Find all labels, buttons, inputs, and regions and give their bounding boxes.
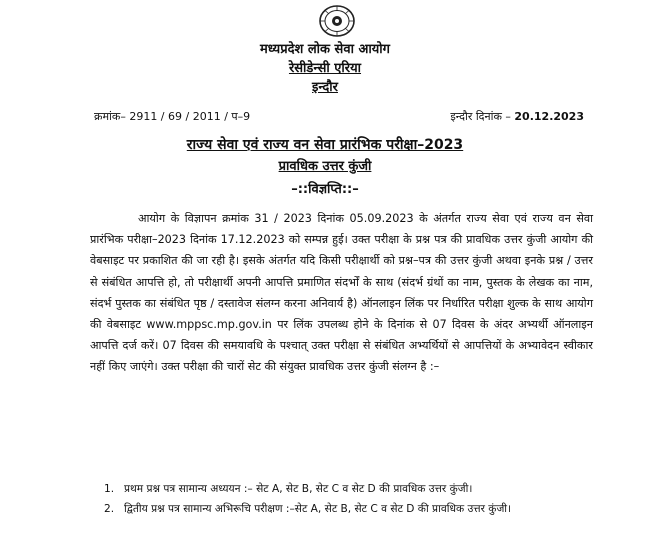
exam-title: राज्य सेवा एवं राज्य वन सेवा प्रारंभिक परीक्षा–2023 <box>186 137 464 153</box>
notice-heading: –::विज्ञप्ति::– <box>291 182 359 197</box>
answer-key-list <box>90 479 593 519</box>
reference-number: क्रमांक– 2911 / 69 / 2011 / प–9 <box>94 110 251 123</box>
list-item-number: 2. <box>104 503 115 515</box>
list-item-number: 1. <box>104 483 115 495</box>
list-item <box>90 479 593 499</box>
reference-row <box>94 110 584 124</box>
notice-paragraph-text: आयोग के विज्ञापन क्रमांक 31 / 2023 दिनांक 05.09.2023 के अंतर्गत राज्य सेवा एवं राज्य वन सेवा प्रारंभिक परीक्षा–2023 दिनांक 17.12.2023 को सम्पन्न हुई। उक्त परीक्षा के प्रश्न पत्र की प्रावधिक उत्तर कुंजी आयोग की वेबसाइट पर प्रकाशित की जा रही है। इसके अंतर्गत यदि किसी परीक्षार्थी को प्रश्न–पत्र की उत्तर कुंजी अथवा इनके प्रश्न / उत्तर से संबंधित आपत्ति हो, तो परीक्षार्थी अपनी आपत्ति प्रमाणित संदर्भों के साथ (संदर्भ ग्रंथों का नाम, पुस्तक के लेखक का नाम, संदर्भ पुस्तक का संबंधित पृष्ठ / दस्तावेज संलग्न करना अनिवार्य है) ऑनलाइन लिंक पर निर्धारित परीक्षा शुल्क के साथ आयोग की वेबसाइट www.mppsc.mp.gov.in पर लिंक उपलब्ध होने के दिनांक से 07 दिवस के अंदर अभ्यर्थी ऑनलाइन आपत्ति दर्ज करें। 07 दिवस की समयावधि के पश्चात् उक्त परीक्षा से संबंधित अभ्यर्थियों से आपत्तियों के अभ्यावेदन स्वीकार नहीं किए जाएंगे। उक्त परीक्षा की चारों सेट की संयुक्त प्रावधिक उत्तर कुंजी संलग्न है :– <box>90 212 593 374</box>
reference-date-value: 20.12.2023 <box>514 110 584 123</box>
list-item <box>90 499 593 519</box>
answer-key-title: प्रावधिक उत्तर कुंजी <box>278 159 372 174</box>
commission-name: मध्यप्रदेश लोक सेवा आयोग <box>260 42 390 57</box>
list-item-text: प्रथम प्रश्न पत्र सामान्य अध्ययन :– सेट A, सेट B, सेट C व सेट D की प्रावधिक उत्तर कुंजी। <box>124 483 473 495</box>
reference-date <box>450 110 584 124</box>
list-item-text: द्वितीय प्रश्न पत्र सामान्य अभिरूचि परीक्षण :–सेट A, सेट B, सेट C व सेट D की प्रावधिक उत्तर कुंजी। <box>124 503 512 515</box>
reference-date-label: इन्दौर दिनांक – <box>450 110 511 123</box>
mppsc-emblem-icon <box>318 4 356 38</box>
notice-paragraph <box>90 208 593 378</box>
office-city: इन्दौर <box>312 80 338 95</box>
office-area: रेसीडेन्सी एरिया <box>288 61 362 76</box>
